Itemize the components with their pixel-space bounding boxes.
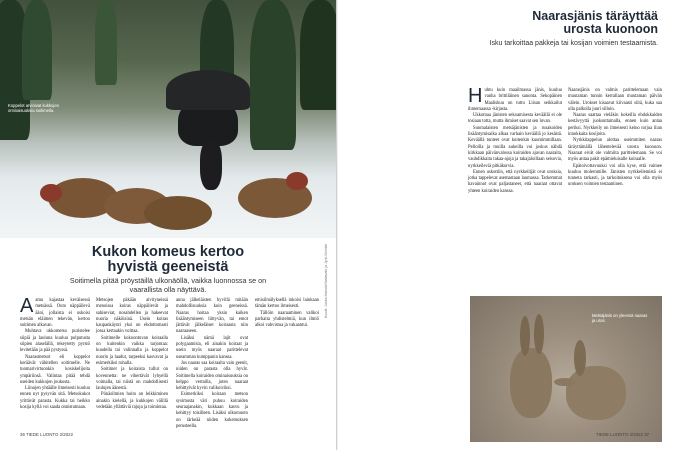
dropcap: H (468, 85, 483, 107)
paragraph: anna jälkeläisten hyvillä mitään mahdollisuuksia kuin geeneissä. Naaras hoitaa yksin kaiken lisääntymiseen liittyvän, tai emot jättävät jälkeläiset koiraasta niin naaraaseen. (176, 298, 248, 335)
paragraph: Muhtava ukkometso puristelee siipiä ja lauluna kuuluu pulputusta siipien alaselällä, tekeytetty pyrstö levitetään ja pää pystyssä. (20, 329, 90, 354)
paragraph: Metsojen päkään aivityneissä menoissa koiras näppäilevät ja sahiseviat, nosahdellen ja hakeevat nuoria näköisinä. Usein koiras kaupankäynti yksi on ehdottomasti jossa kertaakin voittaa. (96, 298, 168, 335)
paragraph: Tällöin naaraaminen valikoi parhaita yhdistelmiä, kun ilmiö alkoi vahvistua ja vakaantui. (255, 310, 319, 329)
photo-credit: Kuvat: Jukka Hakola/Vastavalo ja Jyrki Niiniste (324, 243, 328, 318)
title-line: Naarasjänis täräyttää (532, 9, 658, 23)
capercaillie-photo (0, 0, 336, 238)
page-footer-left: 36 TIEDE LUONTO 2/2022 (20, 432, 74, 437)
paragraph: amu kajastaa keväisessä metsässä. Outo näppäilevä ääni, jollaista ei uskoisi metsän eläimen tekevän, kertoo soitimen alkavan. (20, 298, 90, 329)
paragraph: Ennen uskottiin, että nyrkkeilijät ovat uroksia, jotka tappelevat asemastaan laumassa. Tarkemmat havainnot ovat paljastaneet, että naaraat ottavat yhteen koiraiden kanssa. (468, 169, 562, 194)
text-column (255, 298, 319, 329)
title-line: hyvistä geeneistä (107, 259, 229, 275)
text-column (96, 298, 168, 411)
article-subtitle-right: Isku tarkoittaa pakkeja tai kosijan voimien testaamista. (489, 40, 658, 47)
paragraph: Epätoivottavuuksi voi olla kyse, että vaimee kuuluu molemmille. Jänisten nyrkkeilemistä ei tunneta tarkasti, ja tarkoituksena voi olla myös uroksen voimien testaaminen. (568, 163, 662, 188)
paragraph: Naaras saattaa vieläkin kokeilla ehdokkaiden kestävyyttä juoksuttamalla, ennen kuin antaa periksi. Nyrkkeily on ilmeisesti keino torjua liian innokkaita kosijoita. (568, 113, 662, 138)
paragraph: Soitimet ja koiraista tullut on kovennetta: ne vihertävät lyhyellä voimalla, tai niistä on mahdollisesti laulujen äänestä. (96, 367, 168, 392)
title-line: urosta kuonoon (563, 22, 658, 36)
paragraph: Jos naaras saa koiraalta vain geenit, niiden on parasta olla hyvät. Soitimella koiraiden ominaisuuksia on helppo vertailla, joten naaraat kehittyivät hyvin valikoiviksi. (176, 360, 248, 392)
text-column (468, 85, 562, 195)
paragraph: Liinojen yhtäälle ilmeisesti kuuluu ennen nyt pysyvän sitä. Metsokukot yrittävät parasta. Kukka tai heikko kosija kyllä voi saada onnistumaan. (20, 386, 90, 411)
paragraph: Nyrkkitappelun alottaa useimmiten naaras täräyttämällä lähentelevää urosta kuonoon. Naaraat eivät ole valmiita parittelemaan. Se voi myös antaa pakit epämieluisalle koiraalle. (568, 138, 662, 163)
page-footer-right: TIEDE LUONTO 2/2022 37 (596, 432, 650, 437)
article-subtitle-left: Soitimella pitää pröystäillä ulkonäöllä, vaikka luonnossa se on vaarallista olla näyttävä. (69, 276, 267, 294)
article-title-right (448, 10, 658, 36)
photo-caption-left: Koppelot arvioivat kukkojen ominaisuuksia soitimella. (8, 103, 59, 113)
paragraph: Esimerkiksi koiraan metson sysimusta väri puhuu koiraiden seuraajanakin, kukkaan kasvu ja kehittyy toisilleen. Lisäksi ulkomuoto on tärkeää niiden kokemuksen perusteella. (176, 392, 248, 429)
paragraph: Pönäsilmien hoito on leikkiminen ainakin kielellä, ja kukkojen välillä vedetään yllättäviä rajoja ja toimintaa. (96, 392, 168, 411)
text-column (176, 298, 248, 430)
paragraph: Soitimelle kokoontuvan koiraalla on kuitenkin vaikka tarjontaa: kuudella tai valinnalla ja koppelot nuorin ja laadut, tarpeeksi kasvavat ja esimerkiksi ruhalla. (96, 335, 168, 366)
paragraph: Naarasmetsot eli koppelot keräävät vähitellen soitimelle. Ne tuomarivirtuonkin kosiskelijoita ympäriinsä. Valintaa pitää tehdä useiden kukkojen joukosta. (20, 354, 90, 385)
paragraph: emisilmälyksellä inkoisi lainkaan tämän kertoo ilmeisesti. (255, 298, 319, 310)
paragraph: Ukkomaa jänisten sekoamisesta keväällä ei ole tosiaan totta, mutta ihmiset saavat sen luvan. (468, 113, 562, 125)
paragraph: Suomalaisten metsäjänisten ja rusakoiden lisääntymisaika alkaa varhain keväällä jo kesästä. Keväällä tunteet ovat kuitenkin kuumimmillaan. Pelloilla ja muilla aukeilla voi joskus nähdä kirkkaan päivänvalossa koiraiden ajavan naaraita, vauhdikkaita takaa-ajoja ja takajaloillaan seisovia, nyrkkeileviä pitkäkorvia. (468, 125, 562, 169)
text-column (20, 295, 90, 411)
photo-caption-right: Metsäjänis on yleensä naaras ja uros. (592, 313, 648, 323)
paragraph: Naarasjänis on valmis parittelemaan vain muutaman tunnin kerrallaan muutaman päivän välein. Urokset kisaavat kiivaasti siitä, kuka saa olla palkolla juuri silloin. (568, 88, 662, 112)
paragraph: uhtu kuin maailmassa jänis, kuuluu vanha brittiläinen sanonta. Sekopäinen Maaliskuu on tuttu Liisan seikkailut ihmemaassa -kirjasta. (468, 88, 562, 112)
title-line: Kukon komeus kertoo (91, 244, 245, 260)
article-title-left (52, 245, 284, 275)
dropcap: A (20, 295, 34, 317)
text-column (568, 88, 662, 189)
paragraph: Lisäksi nämä lajit ovat polygaamisia, eli ainakin koiraat ja usein myös naaraat parittelevat useamman kumppanin kanssa. (176, 335, 248, 360)
page-gutter (336, 0, 338, 450)
